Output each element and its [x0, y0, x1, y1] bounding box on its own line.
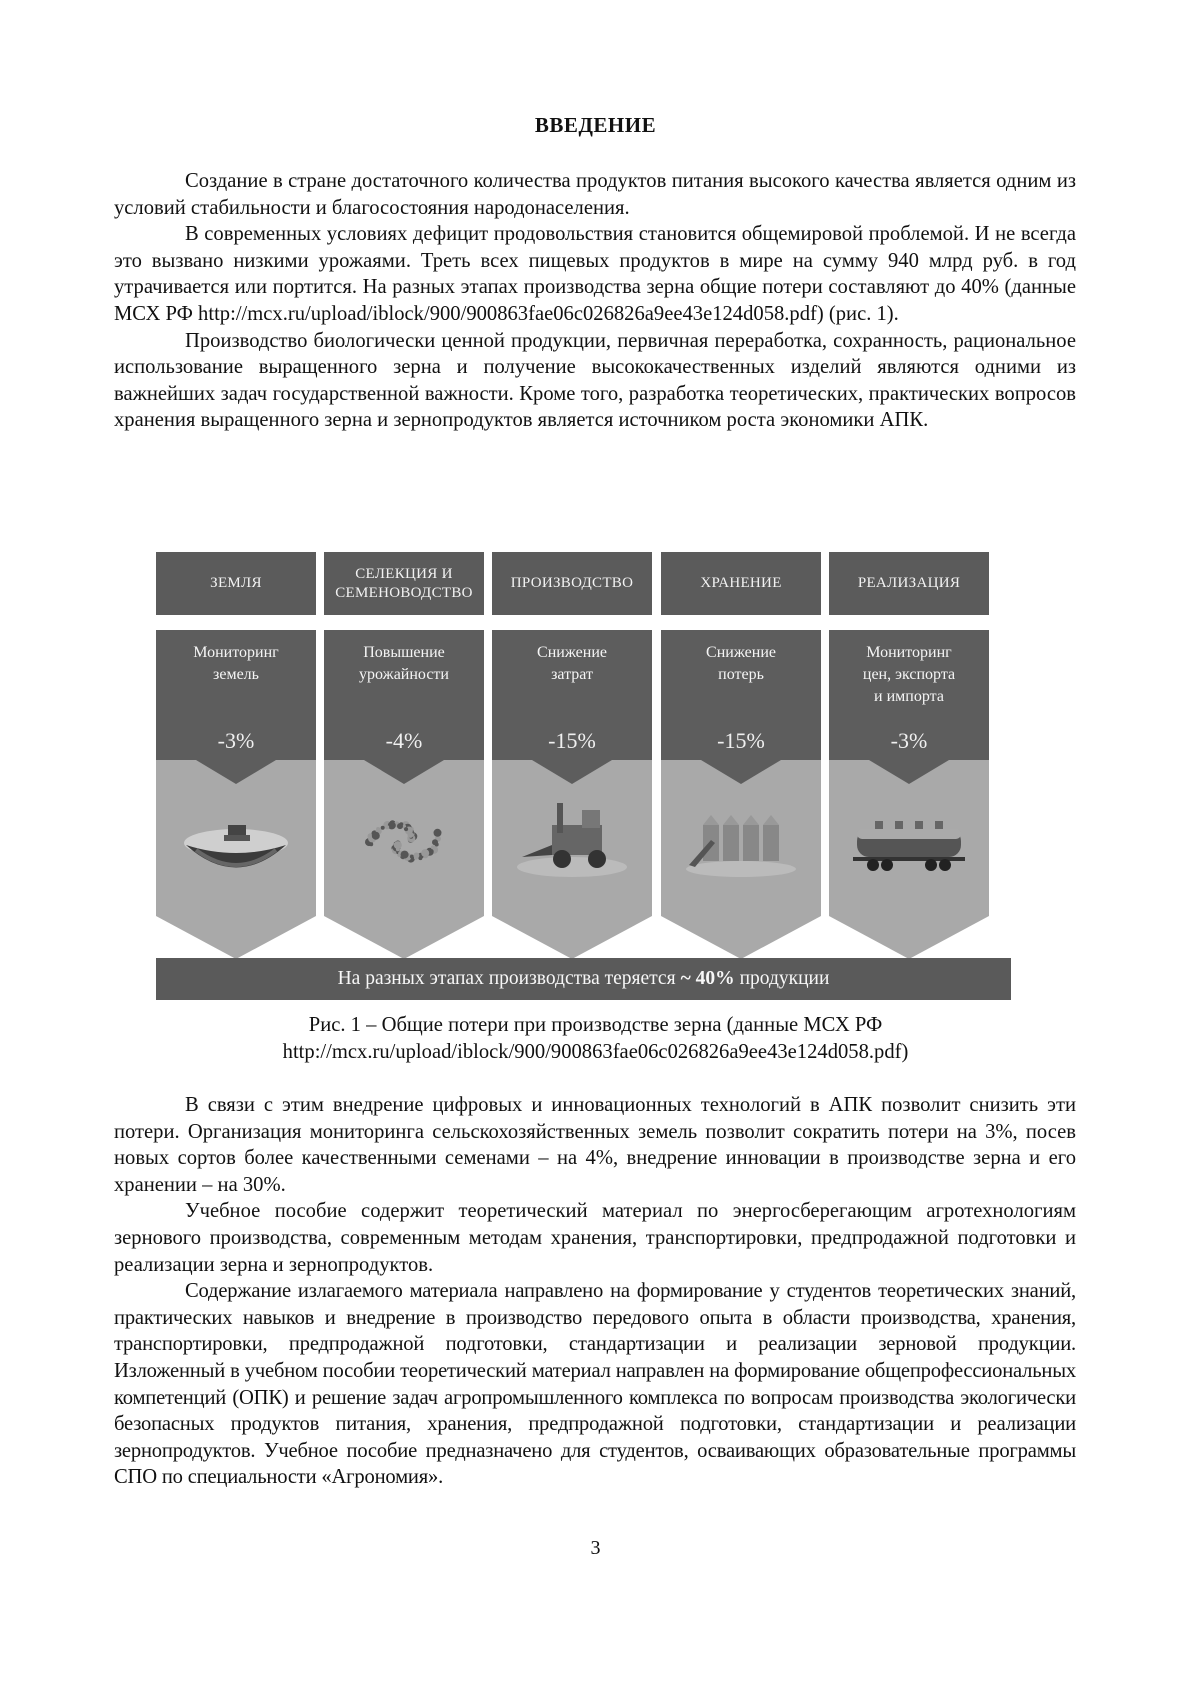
stage-header-line: ПРОИЗВОДСТВО	[510, 575, 634, 591]
stage-label-line: цен, экспорта	[862, 666, 956, 683]
floating-field-harvester-icon	[176, 795, 296, 885]
page-number: 3	[590, 1537, 601, 1559]
losses-banner	[156, 958, 1011, 1000]
stage-label-line: Снижение	[706, 644, 776, 661]
stage-label	[156, 642, 316, 686]
paragraph: Содержание излагаемого материала направлено на формирование у студентов теоретических знаний, практических навыков и внедрение в производство передового опыта в области производства, хранения, транспортировки, предпродажной подготовки, стандартизации и реализации зерновой продукции. Изложенный в учебном пособии теоретический материал направлен на формирование общепрофессиональных компетенций (ОПК) и решение задач агропромышленного комплекса по вопросам производства экологически безопасных продуктов питания, хранения, предпродажной подготовки, стандартизации и реализации зернопродуктов. Учебное пособие предназначено для студентов, осваивающих образовательные программы СПО по специальности «Агрономия».	[114, 1280, 1076, 1489]
stage-loss-percent: -15%	[548, 728, 596, 753]
paragraph: В современных условиях дефицит продовольствия становится общемировой проблемой. И не всегда это вызвано низкими урожаями. Треть всех пищевых продуктов в мире на сумму 940 млрд руб. в год утрачивается или портится. На разных этапах производства зерна общие потери составляют до 40% (данные МСХ РФ http://mcx.ru/upload/iblock/900/900863fae06c026826a9ee43e124d058.pdf) (рис. 1).	[114, 223, 1076, 325]
stage-body	[492, 630, 652, 959]
stage-body	[829, 630, 989, 959]
stage-label-line: потерь	[718, 666, 764, 683]
stage-label-line: земель	[213, 666, 259, 683]
grain-railcar-icon	[849, 795, 969, 885]
stage-label	[661, 642, 821, 686]
caption-line: http://mcx.ru/upload/iblock/900/900863fae06c026826a9ee43e124d058.pdf)	[282, 1041, 909, 1063]
paragraph: В связи с этим внедрение цифровых и инновационных технологий в АПК позволит снизить эти потери. Организация мониторинга сельскохозяйственных земель позволит сократить потери на 3%, посев новых сортов более качественными семенами – на 4%, внедрение инновации в производстве зерна и его хранении – на 30%.	[114, 1094, 1076, 1196]
stage-body	[156, 630, 316, 959]
body-text	[114, 1092, 1076, 1491]
stage-label-line: Мониторинг	[866, 644, 952, 661]
banner-text: На разных этапах производства теряется	[337, 968, 676, 989]
stage-header	[492, 552, 652, 615]
banner-bold-value: ~ 40%	[680, 968, 735, 989]
caption-line: Рис. 1 – Общие потери при производстве зерна (данные МСХ РФ	[308, 1014, 883, 1036]
page-title: ВВЕДЕНИЕ	[534, 113, 657, 137]
stage-label	[829, 642, 989, 708]
paragraph: Создание в стране достаточного количества продуктов питания высокого качества является одним из условий стабильности и благосостояния народонаселения.	[114, 170, 1076, 219]
stage-loss-percent: -3%	[217, 728, 255, 753]
stage-body	[324, 630, 484, 959]
figure-caption	[0, 1012, 1191, 1066]
grain-silos-icon	[681, 795, 801, 885]
stage-header	[661, 552, 821, 615]
stage-label-line: урожайности	[359, 666, 449, 683]
stage-label-line: затрат	[551, 666, 593, 683]
stage-label-line: Мониторинг	[193, 644, 279, 661]
banner-text-end: продукции	[739, 968, 830, 989]
stage-header	[324, 552, 484, 615]
stage-label	[324, 642, 484, 686]
stage-body	[661, 630, 821, 959]
stage-label-line: Снижение	[537, 644, 607, 661]
stage-header-line: РЕАЛИЗАЦИЯ	[857, 575, 961, 591]
grain-pile-icon	[344, 795, 464, 885]
intro-text	[114, 168, 1076, 434]
stage-label	[492, 642, 652, 686]
stage-header-line: ЗЕМЛЯ	[210, 575, 262, 591]
stage-loss-percent: -4%	[385, 728, 423, 753]
combine-harvester-icon	[512, 795, 632, 885]
paragraph: Учебное пособие содержит теоретический материал по энергосберегающим агротехнологиям зернового производства, современным методам хранения, транспортировки, предпродажной подготовки и реализации зерна и зернопродуктов.	[114, 1200, 1076, 1276]
stage-label-line: и импорта	[874, 688, 944, 705]
paragraph: Производство биологически ценной продукции, первичная переработка, сохранность, рациональное использование выращенного зерна и получение высококачественных изделий являются одними из важнейших задач государственной важности. Кроме того, разработка теоретических, практических вопросов хранения выращенного зерна и зернопродуктов является источником роста экономики АПК.	[114, 329, 1076, 432]
stage-header-line: ХРАНЕНИЕ	[700, 575, 782, 591]
stage-header-line: СЕМЕНОВОДСТВО	[335, 584, 473, 601]
stage-label-line: Повышение	[363, 644, 445, 661]
losses-infographic	[156, 552, 1040, 1000]
stage-loss-percent: -15%	[717, 728, 765, 753]
stage-header-line: СЕЛЕКЦИЯ И	[355, 565, 453, 582]
stage-loss-percent: -3%	[890, 728, 928, 753]
stage-header	[156, 552, 316, 615]
stage-header	[829, 552, 989, 615]
